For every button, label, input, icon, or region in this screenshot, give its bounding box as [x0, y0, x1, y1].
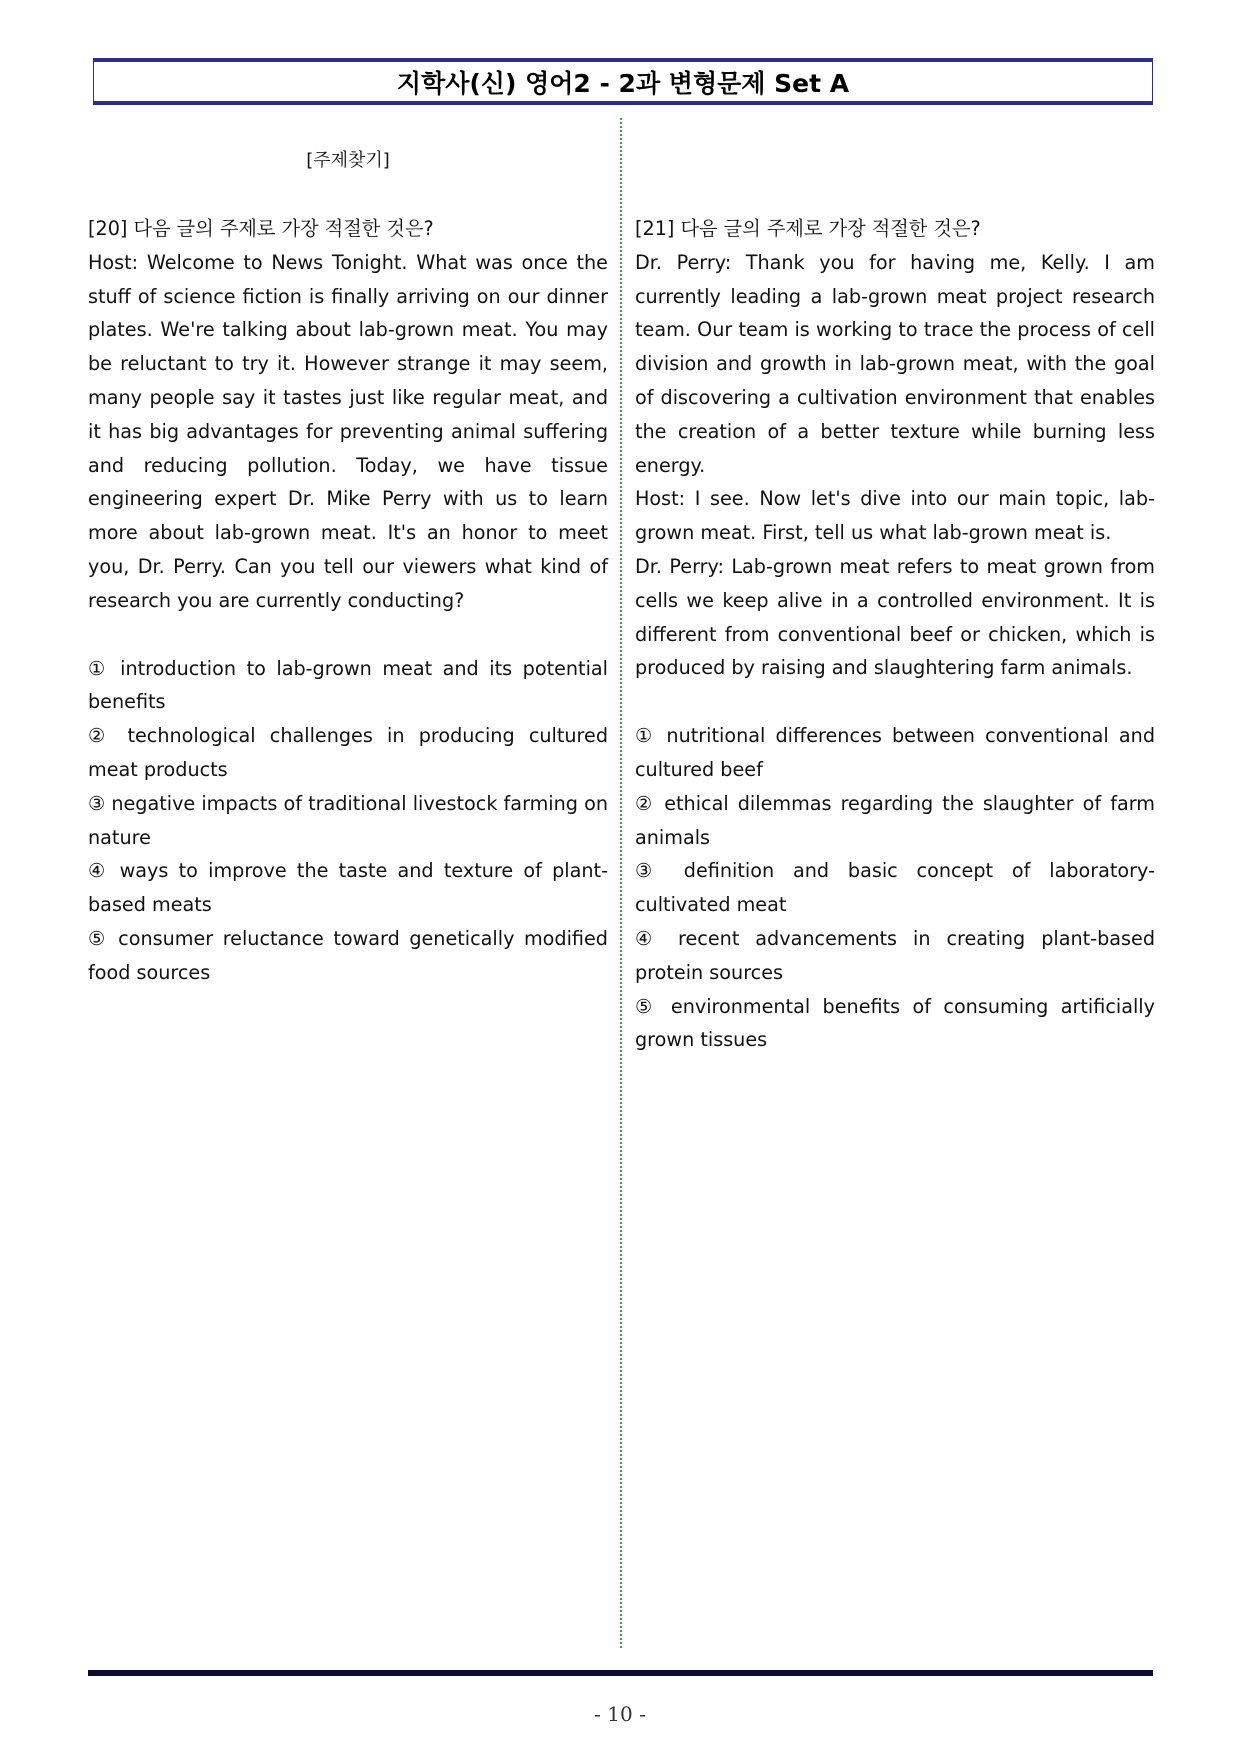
section-label: [주제찾기]: [306, 150, 390, 171]
page-title: 지학사(신) 영어2 - 2과 변형문제 Set A: [93, 58, 1153, 105]
question-21-prompt: [21] 다음 글의 주제로 가장 적절한 것은?: [635, 217, 981, 240]
question-21-passage-line-3: Dr. Perry: Lab-grown meat refers to meat grown from cells we keep alive in a controlled environment. It is different from conventional beef or chicken, which is produced by raising and slaughtering farm animals.: [635, 554, 1155, 680]
question-21: [635, 212, 1155, 1057]
page-number: - 10 -: [594, 1702, 646, 1726]
column-divider: [620, 118, 622, 1648]
question-20-prompt: [20] 다음 글의 주제로 가장 적절한 것은?: [88, 217, 434, 240]
question-20: [88, 212, 608, 990]
question-21-option-2[interactable]: ② ethical dilemmas regarding the slaughter of farm animals: [635, 791, 1155, 849]
question-20-option-1[interactable]: ① introduction to lab-grown meat and its potential benefits: [88, 656, 608, 714]
question-20-option-2[interactable]: ② technological challenges in producing cultured meat products: [88, 724, 608, 781]
question-21-option-5[interactable]: ⑤ environmental benefits of consuming artificially grown tissues: [635, 994, 1155, 1052]
question-20-passage: Host: Welcome to News Tonight. What was once the stuff of science fiction is finally arriving on our dinner plates. We're talking about lab-grown meat. You may be reluctant to try it. However strange it may seem, many people say it tastes just like regular meat, and it has big advantages for preventing animal suffering and reducing pollution. Today, we have tissue engineering expert Dr. Mike Perry with us to learn more about lab-grown meat. It's an honor to meet you, Dr. Perry. Can you tell our viewers what kind of research you are currently conducting?: [88, 250, 608, 612]
footer-rule: [88, 1670, 1153, 1676]
question-21-passage-line-1: Dr. Perry: Thank you for having me, Kelly. I am currently leading a lab-grown meat project research team. Our team is working to trace the process of cell division and growth in lab-grown meat, with the goal of discovering a cultivation environment that enables the creation of a better texture while burning less energy.: [635, 250, 1155, 477]
question-21-option-1[interactable]: ① nutritional differences between conventional and cultured beef: [635, 724, 1155, 781]
question-21-option-4[interactable]: ④ recent advancements in creating plant-based protein sources: [635, 926, 1155, 984]
question-21-option-3[interactable]: ③ definition and basic concept of laboratory-cultivated meat: [635, 859, 1155, 917]
question-20-option-4[interactable]: ④ ways to improve the taste and texture of plant-based meats: [88, 859, 608, 917]
question-21-passage-line-2: Host: I see. Now let's dive into our main topic, lab-grown meat. First, tell us what lab-grown meat is.: [635, 487, 1155, 545]
question-20-option-3[interactable]: ③ negative impacts of traditional livestock farming on nature: [88, 791, 608, 849]
question-20-option-5[interactable]: ⑤ consumer reluctance toward genetically modified food sources: [88, 926, 608, 984]
